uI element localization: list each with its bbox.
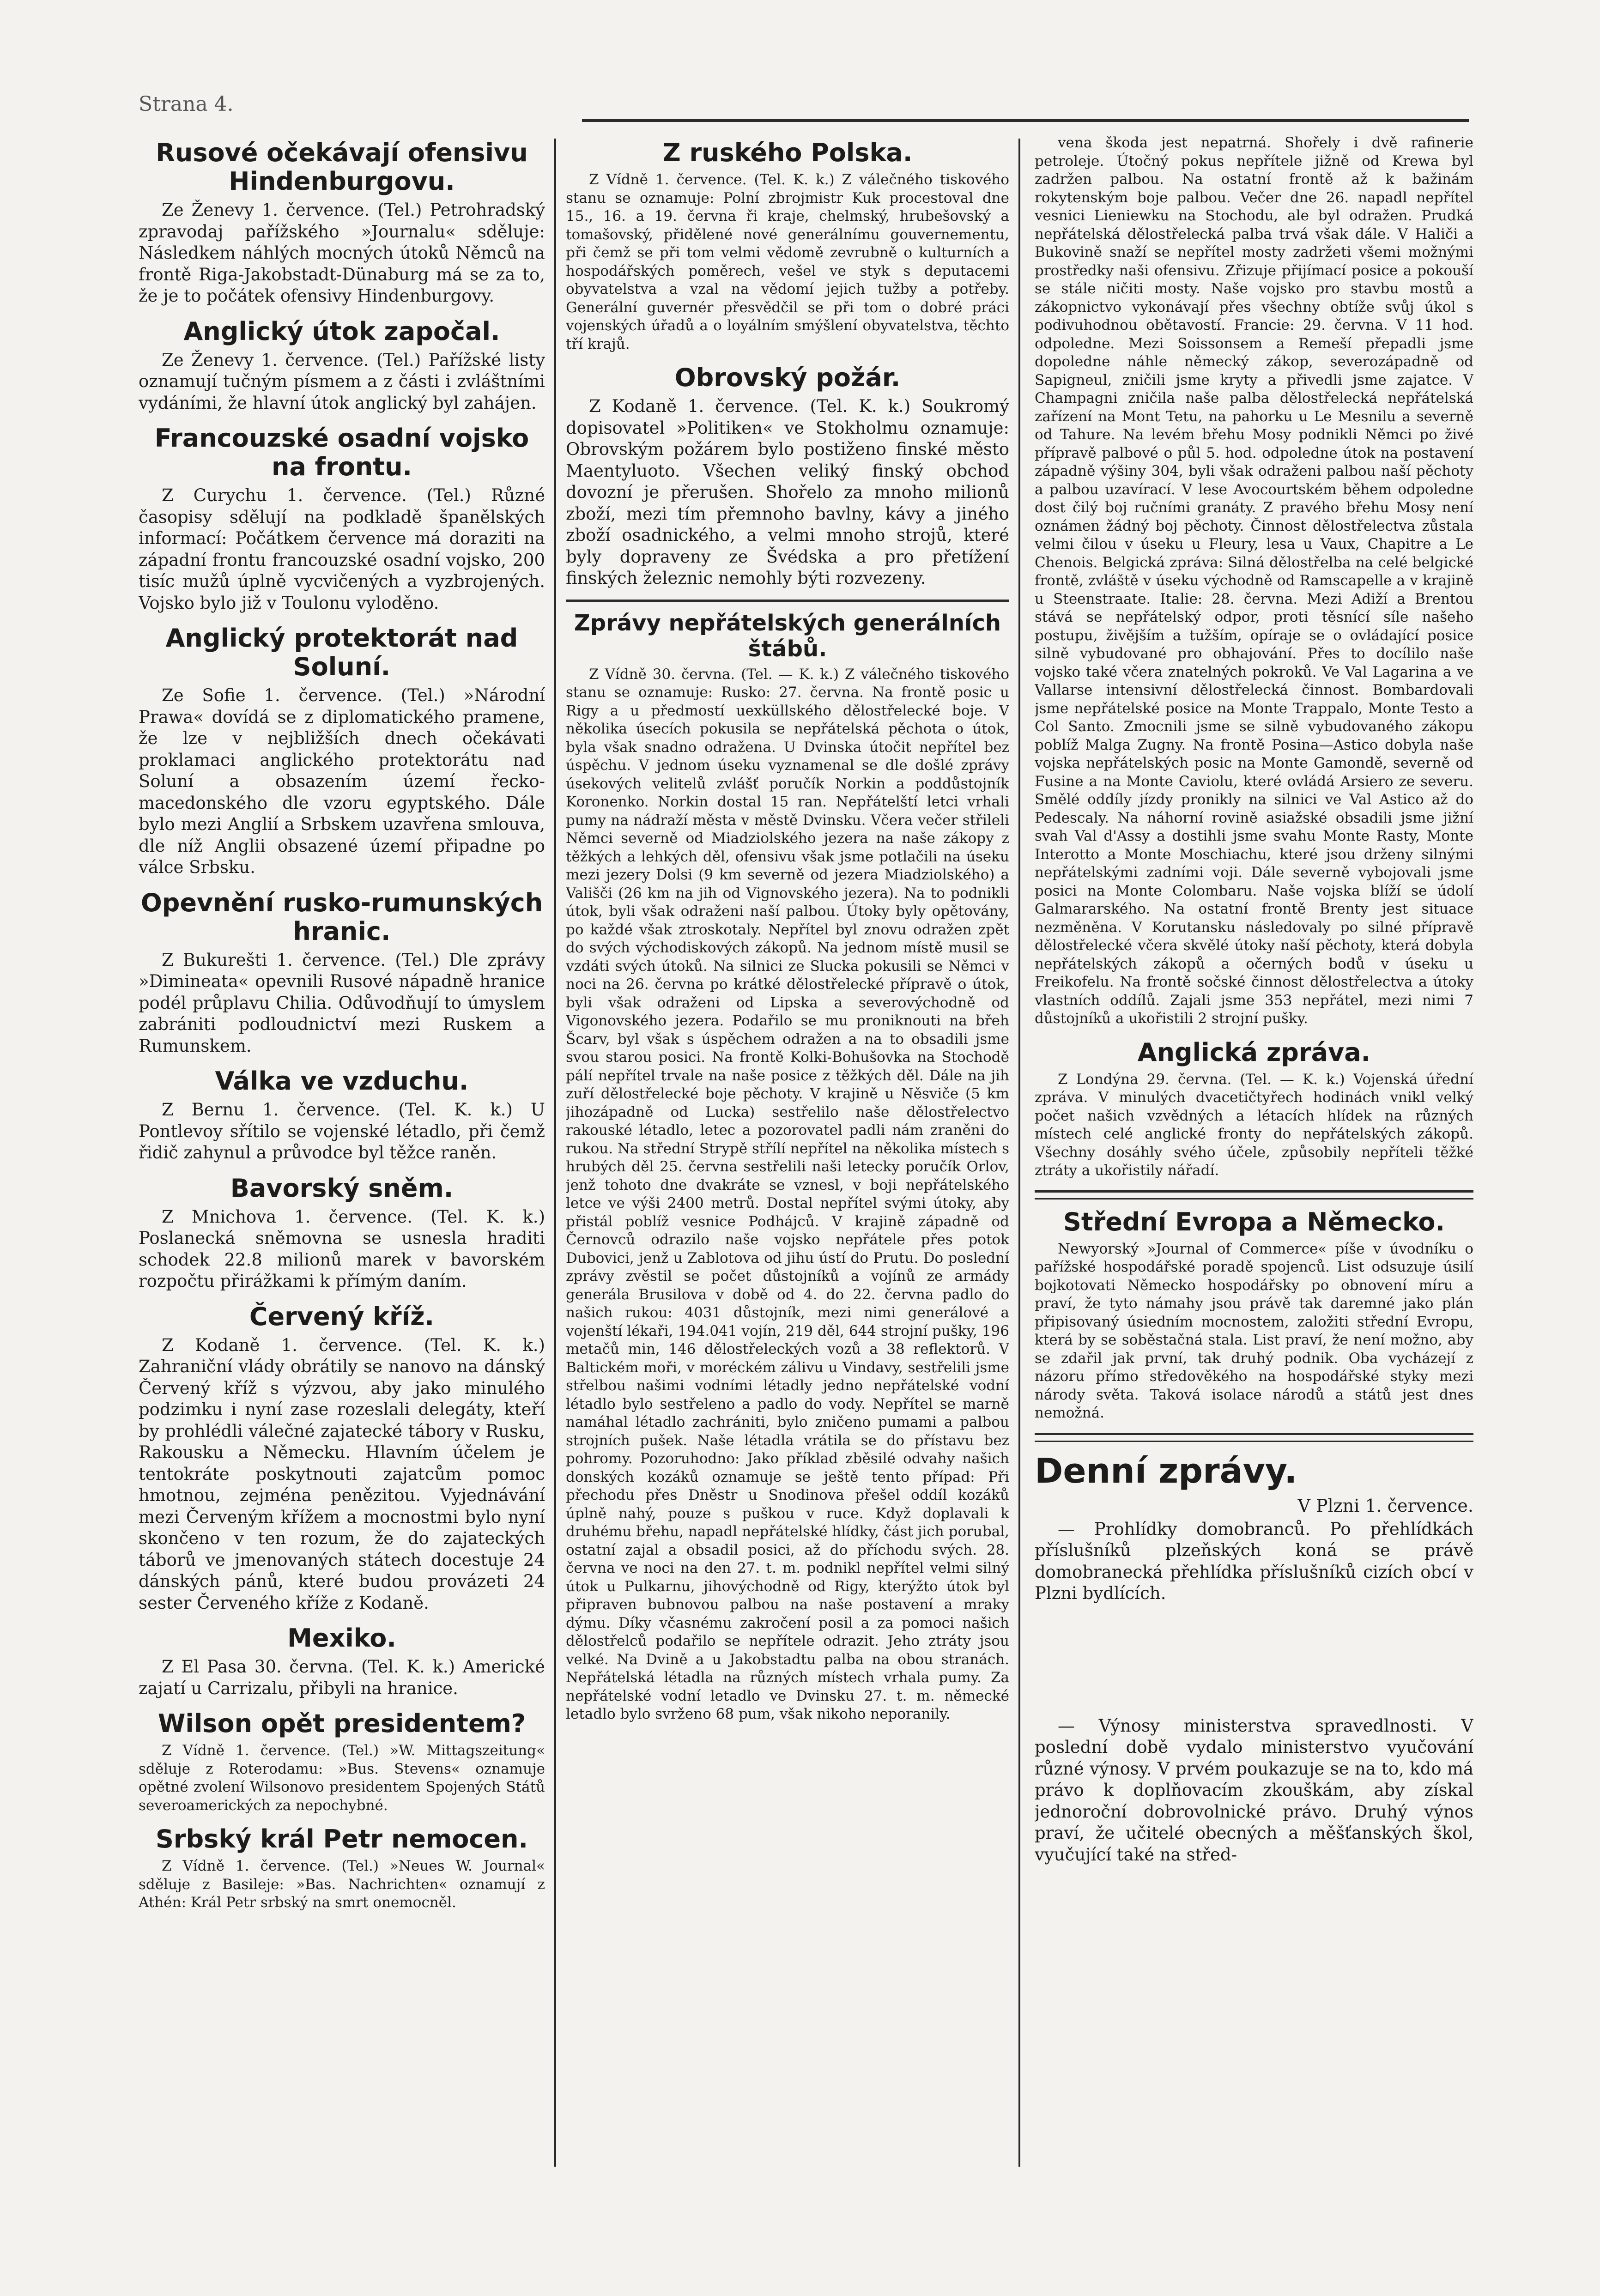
article-headline: Červený kříž. (249, 1302, 435, 1331)
article-headline: Francouzské osadní vojsko na frontu. (154, 424, 529, 481)
article-headline: Obrovský požár. (674, 363, 901, 392)
article (1035, 1038, 1473, 1180)
article-body: Z Kodaně 1. července. (Tel. K. k.) Zahraniční vlády obrátily se nanovo na dánský Červený kříž s výzvou, aby jako minulého podzimku i nyní zase rozeslali delegáty, kteří by prohlédli válečné zajatecké tábory v Rusku, Rakousku a Německu. Hlavním účelem je tentokráte poskytnouti zajatcům pomoc hmotnou, zejména penězitou. Vyjednávání mezi Červeným křížem a mocnostmi bylo nyní skončeno v ten rozum, že do zajateckých táborů ve jmenovaných státech docestuje 24 dánských pánů, které budou provázeti 24 sester Červeného kříže z Kodaně. (139, 1335, 545, 1613)
article-headline: Anglický protektorát nad Soluní. (165, 624, 518, 681)
article-headline: Opevnění rusko-rumunských hranic. (140, 888, 543, 946)
article (566, 139, 1009, 353)
article (139, 624, 545, 878)
article-body: Z Vídně 1. července. (Tel.) »W. Mittagszeitung« sděluje z Roterodamu: »Bus. Stevens« oznamuje opětné zvolení Wilsonovo presidentem Spojených Států severoamerických za nepochybné. (139, 1742, 545, 1814)
article (139, 424, 545, 614)
article (139, 1624, 545, 1699)
article-headline: Válka ve vzduchu. (215, 1066, 469, 1096)
dateline: V Plzni 1. července. (1297, 1495, 1473, 1516)
column-2 (566, 134, 1009, 2157)
header-rule (582, 119, 1469, 122)
article-body: Z Kodaně 1. července. (Tel. K. k.) Soukromý dopisovatel »Politiken« ve Stokholmu oznamuje: Obrovským požárem bylo postiženo finské město Maentyluoto. Všechen veliký finský obchod dovozní je přerušen. Shořelo za mnoho milionů zboží, mezi tím přemnoho bavlny, kávy a jiného zboží osadnického, a velmi mnoho strojů, které byly dopraveny ze Švédska a pro přetížení finských železnic nemohly býti rozvezeny. (566, 396, 1009, 588)
blank-space (1035, 1605, 1473, 1715)
news-item: — Prohlídky domobranců. Po přehlídkách příslušníků plzeňských koná se právě domobranecká přehlídka příslušníků cizích obcí v Plzni bydlících. (1035, 1519, 1473, 1603)
article-body: Ze Ženevy 1. července. (Tel.) Pařížské listy oznamují tučným písmem a z části i zvláštními vydáními, že hlavní útok anglický byl zahájen. (139, 350, 545, 413)
article-headline: Wilson opět presidentem? (158, 1709, 526, 1738)
article (566, 610, 1009, 1724)
page-header (139, 92, 1469, 129)
article-headline: Zprávy nepřátelských generálních štábů. (574, 610, 1001, 662)
article-headline: Anglický útok započal. (183, 316, 500, 346)
article (139, 1067, 545, 1164)
section-rule (1035, 1190, 1473, 1199)
article (1035, 134, 1473, 1028)
column-1 (139, 134, 545, 2157)
section-rule (566, 600, 1009, 602)
article (139, 1302, 545, 1614)
article-body: Z Vídně 1. července. (Tel. K. k.) Z válečného tiskového stanu se oznamuje: Polní zbrojmistr Kuk procestoval dne 15., 16. a 19. června ři kraje, chelmský, hrubešovský a tomašovský, přidělené nové generálnímu gouvernementu, při čemž se při tom velmi vědomě zevrubně o kulturních a hospodářských poměrech, vešel ve styk s deputacemi obyvatelstva a vzal na vědomí jejich tužby a potřeby. Generální guvernér přesvědčil se při tom o dobré práci vojenských úřadů a o loyálním smýšlení obyvatelstva, těchto tří krajů. (566, 171, 1009, 352)
article-body: Z Mnichova 1. července. (Tel. K. k.) Poslanecká sněmovna se usnesla hraditi schodek 22.8 milionů marek v bavorském rozpočtu přirážkami k přímým daním. (139, 1206, 545, 1291)
article (139, 889, 545, 1057)
article-body: Ze Ženevy 1. července. (Tel.) Petrohradský zpravodaj pařížského »Journalu« sděluje: Následkem náhlých mocných útoků Němců na frontě Riga-Jakobstadt-Dünaburg má se za to, že je to počátek ofensivy Hindenburgovy. (139, 200, 545, 306)
article-headline: Anglická zpráva. (1137, 1037, 1371, 1067)
article-body: Z Bukurešti 1. července. (Tel.) Dle zprávy »Dimineata« opevnili Rusové nápadně hranice podél průplavu Chilia. Odůvodňují to úmyslem zabrániti podloudnictví mezi Ruskem a Rumunskem. (139, 950, 545, 1056)
article (566, 363, 1009, 589)
denni-zpravy-section (1035, 1450, 1473, 1866)
article-headline: Srbský král Petr nemocen. (156, 1824, 528, 1854)
article-headline: Bavorský sněm. (230, 1173, 454, 1203)
column-3 (1035, 134, 1473, 2157)
page-number: Strana 4. (139, 92, 234, 116)
section-title: Denní zprávy. (1035, 1451, 1297, 1491)
section-rule (1035, 1433, 1473, 1442)
article (1035, 1208, 1473, 1423)
article (139, 1709, 545, 1815)
article-body: Z Londýna 29. června. (Tel. — K. k.) Vojenská úřední zpráva. V minulých dvacetičtyřech hodinách vnikl velký počet našich vzvědných a létacích hlídek na různých místech celé anglické fronty do nepřátelských zákopů. Všechny dosáhly svého účele, způsobily nepříteli těžké ztráty a ukořistily nářadí. (1035, 1071, 1473, 1179)
column-divider (1018, 139, 1020, 2167)
article-body: Newyorský »Journal of Commerce« píše v úvodníku o pařížské hospodářské poradě spojenců. List odsuzuje úsilí bojkotovati Německo hospodářsky po obnovení míru a praví, že tyto námahy jsou právě tak daremné jako plán připisovaný úsiedním mocnostem, založiti střední Evropu, která by se soběstačná stala. List praví, že není možno, aby se zdařil jak první, tak druhý podnik. Oba vycházejí z názoru přímo středověkého na hospodářské styky mezi národy světa. Taková isolace národů a států jest dnes nemožná. (1035, 1240, 1473, 1421)
article-headline: Mexiko. (287, 1624, 396, 1653)
article (139, 1174, 545, 1292)
article-headline: Rusové očekávají ofensivu Hindenburgovu. (156, 138, 528, 196)
article-body: vena škoda jest nepatrná. Shořely i dvě rafinerie petroleje. Útočný pokus nepřítele jižně od Krewa byl zadržen palbou. Na ostatní frontě až k bažinám rokytenským boje palbou. Večer dne 26. napadl nepřítel vesnici Lieniewku na Stochodu, ale byl odražen. Prudká nepřátelská dělostřelecká palba trvá však dále. V Haliči a Bukovině snaží se nepřítel mosty zadržeti všemi možnými prostředky naši ofensivu. Zřizuje přijímací posice a pokouší se stále ničiti mosty. Naše vojsko pro stavbu mostů a zákopnictvo vykonávají přes všechny obtíže svůj úkol s podivuhodnou obětavostí. Francie: 29. června. V 11 hod. odpoledne. Mezi Soissonsem a Remeší přepadli jsme dopoledne náhle německý zákop, severozápadně od Sapigneul, zničili jsme kryty a přivedli jsme zajatce. V Champagni zničila naše palba dělostřelecká nepřátelská zařízení na Mont Tetu, na pahorku u Le Mesnilu a severně od Tahure. Na levém břehu Mosy podnikli Němci po živé přípravě palbové o půl 5. hod. odpoledne útok na postavení západně výšiny 304, byli však odraženi palbou naší pěchoty a palbou uzavírací. V lese Avocourtském během odpoledne dost čilý boj ručními granáty. Z pravého břehu Mosy není oznámen žádný boj pěchoty. Činnost dělostřelectva zůstala velmi čilou v úseku u Fleury, lesa u Vaux, Chapitre a Le Chenois. Belgická zpráva: Silná dělostřelba na celé belgické frontě, zvláště v úseku východně od Ramscapelle a v krajině u Steenstraate. Italie: 28. června. Mezi Adiží a Brentou stává se nepřátelský odpor, proti těsnící síle našeho postupu, živějším a tužším, opíraje se o ovládající posice silně vybudované pro obhajování. Přes to docílilo naše vojsko také včera znatelných pokroků. Ve Val Lagarina a ve Vallarse intensivní dělostřelecká činnost. Bombardovali jsme nepřátelské posice na Monte Trappalo, Monte Testo a Col Santo. Zmocnili jsme se silně vybudovaného zákopu poblíž Malga Zugny. Na frontě Posina—Astico dobyla naše vojska nepřátelských posic na Monte Gamondě, severně od Fusine a na Monte Caviolu, které ovládá Arsiero ze severu. Smělé oddíly jízdy pronikly na silnici ve Val Astico až do Pedescaly. Na náhorní rovině asiažské obsadili jsme jižní svah Val d'Assy a dostihli jsme svahu Monte Rasty, Monte Interotto a Monte Moschiachu, které jsou drženy silnými nepřátelskými zadními voji. Dále severně vybojovali jsme posici na Monte Colombaru. Naše vojska blíží se údolí Galmararského. Na ostatní frontě Brenty jest situace nezměněna. V Korutansku následovaly po silné přípravě dělostřelecké včera skvělé útoky naší pěchoty, která dobyla nepřátelských zákopů a očerných bodů v úseku u Freikofelu. Na frontě sočské činnost dělostřelectva a útoky vlastních oddílů. Zajali jsme 353 nepřátel, mezi nimi 7 důstojníků a ukořistili 2 strojní pušky. (1035, 134, 1473, 1027)
article (139, 139, 545, 307)
article-body: Ze Sofie 1. července. (Tel.) »Národní Prawa« dovídá se z diplomatického pramene, že lze v nejbližších dnech očekávati proklamaci anglického protektorátu nad Soluní a obsazením území řecko-macedonského dle vzoru egyptského. Dále bylo mezi Anglií a Srbskem uzavřena smlouva, dle níž Anglii obsazené území připadne po válce Srbsku. (139, 685, 545, 877)
article-body: Z Bernu 1. července. (Tel. K. k.) U Pontlevoy sřítilo se vojenské létadlo, při čemž řidič zahynul a průvodce byl těžce raněn. (139, 1100, 545, 1163)
article-body: Z Vídně 30. června. (Tel. — K. k.) Z válečného tiskového stanu se oznamuje: Rusko: 27. června. Na frontě posic u Rigy a u předmostí uexküllského dělostřelecké boje. V několika úsecích pokusila se nepřátelská pěchota o útok, byla však snadno odražena. U Dvinska útočit nepřítel bez úspěchu. V jednom úseku vyznamenal se dle došlé zprávy úsekových velitelů zvlášť poručík Norkin a poddůstojník Koronenko. Norkin dostal 15 ran. Nepřátelští letci vrhali pumy na nádraží města v městě Dvinsku. Včera večer střileli Němci severně od Miadziolského jezera na naše zákopy z těžkých a lehkých děl, ofensivu však jsme potlačili na úseku mezi jezery Dolsi (9 km severně od jezera Miadziolského) a Vališči (26 km na jih od Vignovského jezera). Na to podnikli útok, byli však odraženi naší palbou. Útoky byly opětovány, po každé však ztroskotaly. Nepřítel byl znovu odražen zpět do svých východiskových zákopů. Na jednom místě musil se vzdáti svých útoků. Na silnici ze Slucka pokusili se Němci v noci na 26. června po krátké dělostřelecké přípravě o útok, byli však odraženi od Lipska a severovýchodně od Vigonovského jezera. Podařilo se mu proniknouti na břeh Šcarv, byl však s úspěchem odražen a na to obsadili jsme svou starou posici. Na frontě Kolki-Bohušovka na Stochodě pálí nepřítel trvale na naše posice z těžkých děl. Dále na jih zuří dělostřelecké boje pěchoty. V krajině u Něsviče (5 km jihozápadně od Lucka) sestřelilo naše dělostřelectvo rakouské létadlo, letec a pozorovatel padli nám zraněni do rukou. Na střední Strypě střílí nepřítel na několika místech s hrubých děl 25. června sestřelili naši letecky poručík Orlov, jenž tohoto dne dvakráte se vznesl, v boji nepřátelského letce ve výši 2400 metrů. Dostal nepřítel svými útoky, aby přistál poblíž vesnice Podhájců. V krajině západně od Černovců odrazilo naše vojsko nepřátele přes potok Dubovici, jenž u Zablotova od jihu ústí do Prutu. Do poslední zprávy zvěstil se počet důstojníků a vojínů ze armády generála Brusilova v době od 4. do 22. června padlo do našich rukou: 4031 důstojník, mezi nimi generálové a vojenští lékaři, 194.041 vojín, 219 děl, 644 strojní pušky, 196 metačů min, 146 dělostřeleckých vozů a 38 reflektorů. V Baltickém moři, v moréckém zálivu u Vindavy, sestřelili jsme střelbou našimi vodními létadly jedno nepřátelské vodní létadlo bylo sestřeleno a padlo do vody. Nepřítel se marně namáhal létadlo zachrániti, bylo zničeno pumami a palbou strojních pušek. Naše létadla vrátila se do přístavu bez pohromy. Pozoruhodno: Jako příklad zběsilé odvahy našich donských kozáků oznamuje se ještě tento případ: Při přechodu přes Dněstr u Snodinova přešel oddíl kozáků úplně nahý, pouze s puškou v ruce. Když doplavali k druhému břehu, napadl nepřátelské hlídky, část jich porubal, ostatní zajal a obsadil posici, až do příchodu svých. 28. června ve noci na den 27. t. m. podnikl nepřítel velmi silný útok u Pulkarnu, jihovýchodně od Rigy, kterýžto útok byl připraven bubnovou palbou na naše postavení a mraky dýmu. Díky včasnému zakročení posil a za pomoci našich dělostřelců podařilo se nepřítele odrazit. Jeho ztráty jsou velké. Na Dvině a u Jakobstadtu palba na obou stranách. Nepřátelská létadla na různých místech vrhala pumy. Za nepřátelské vodní letadlo ve Dvinsku 27. t. m. německé letadlo bylo svrženo 68 pum, však nikoho neporanily. (566, 666, 1009, 1722)
article-headline: Z ruského Polska. (662, 138, 913, 167)
article (139, 1825, 545, 1912)
article-headline: Střední Evropa a Německo. (1063, 1207, 1445, 1236)
article-body: Z Curychu 1. července. (Tel.) Různé časopisy sdělují na podkladě španělských informací: Počátkem července má doraziti na západní frontu francouzské osadní vojsko, 200 tisíc mužů úplně vycvičených a vyzbrojených. Vojsko bylo již v Toulonu vyloděno. (139, 485, 545, 613)
article-body: Z Vídně 1. července. (Tel.) »Neues W. Journal« sděluje z Basileje: »Bas. Nachrichten« oznamují z Athén: Král Petr srbský na smrt onemocněl. (139, 1858, 545, 1911)
article-body: Z El Pasa 30. června. (Tel. K. k.) Americké zajatí u Carrizalu, přibyli na hranice. (139, 1657, 545, 1698)
column-divider (554, 139, 556, 2167)
news-item: — Výnosy ministerstva spravedlnosti. V poslední době vydalo ministerstvo vyučování různé výnosy. V prvém poukazuje se na to, kdo má právo k doplňovacím zkouškám, aby získal jednoroční dobrovolnické právo. Druhý výnos praví, že učitelé obecných a měšťanských škol, vyučující také na střed- (1035, 1715, 1473, 1865)
article (139, 317, 545, 414)
